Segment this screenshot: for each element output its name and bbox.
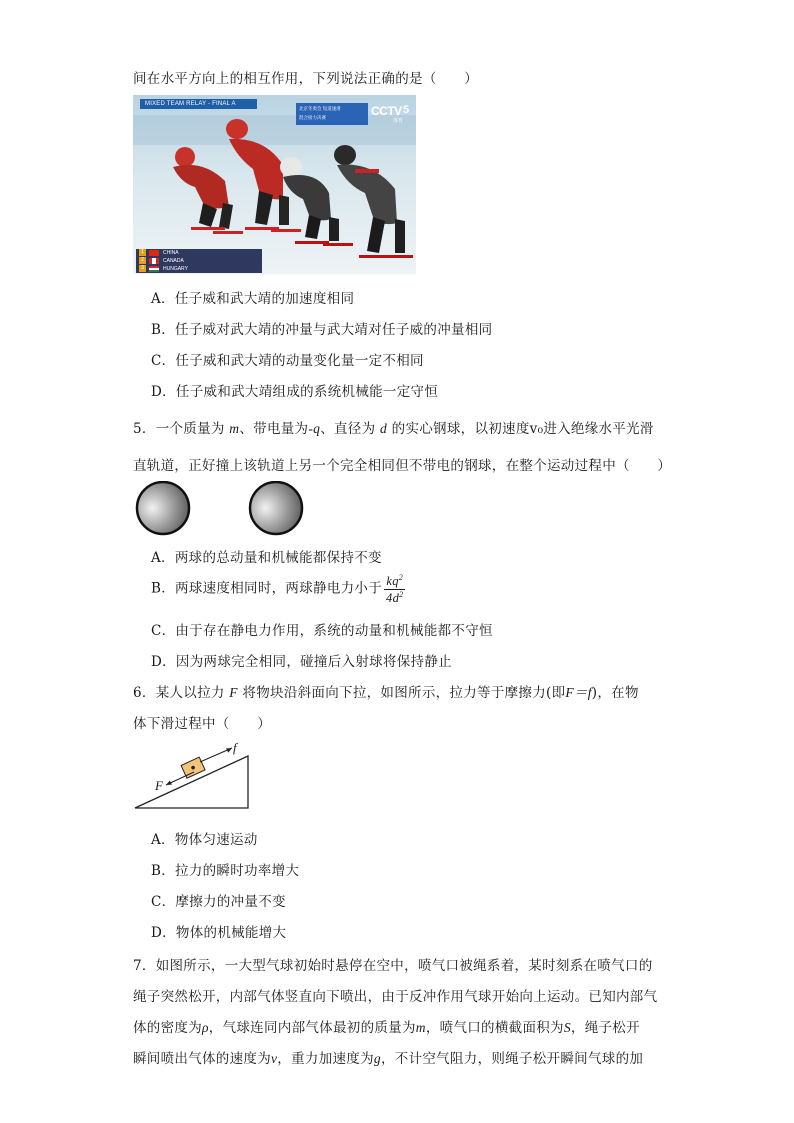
q4-stem-tail: 间在水平方向上的相互作用，下列说法正确的是（ ） <box>133 71 478 87</box>
q6-option-d: D．物体的机械能增大 <box>151 925 287 941</box>
q7-stem-line2: 绳子突然松开，内部气体竖直向下喷出，由于反冲作用气球开始向上运动。已知内部气 <box>133 989 658 1005</box>
label-F: F <box>155 778 163 793</box>
q5-option-d: D．因为两球完全相同，碰撞后入射球将保持静止 <box>151 654 452 670</box>
q5-option-a: A．两球的总动量和机械能都保持不变 <box>151 550 382 566</box>
q5-text: 5．一个质量为 <box>133 421 230 437</box>
race-banner: MIXED TEAM RELAY - FINAL A <box>140 99 257 109</box>
q4-option-c: C．任子威和武大靖的动量变化量一定不相同 <box>151 353 424 369</box>
coulomb-fraction <box>384 574 405 604</box>
q5-text: 、带电量为 <box>239 421 309 437</box>
var-q: -q <box>308 421 321 436</box>
q4-option-d: D．任子威和武大靖组成的系统机械能一定守恒 <box>151 384 439 400</box>
q6-text: )，在物 <box>591 685 639 701</box>
cctv-logo <box>371 103 411 125</box>
q5-option-b-text: B．两球速度相同时，两球静电力小于 <box>151 580 383 597</box>
var-d: d <box>380 421 388 436</box>
country-name: HUNGARY <box>163 266 188 272</box>
q5-stem-line1 <box>133 417 654 437</box>
q7-text: ，不计空气阻力，则绳子松开瞬间气球的加 <box>380 1051 644 1067</box>
q5-stem-line2: 直轨道，正好撞上该轨道上另一个完全相同但不带电的钢球，在整个运动过程中（ ） <box>133 458 672 474</box>
label-f: f <box>233 740 237 755</box>
q5-option-b <box>151 574 405 604</box>
ball-right <box>250 482 302 534</box>
rank-badge: 3 <box>139 265 146 272</box>
canada-flag-icon <box>149 258 159 264</box>
var-g: g <box>373 1051 381 1066</box>
country-name: CHINA <box>163 250 179 256</box>
q6-text: 将物块沿斜面向下拉，如图所示，拉力等于摩擦力(即 <box>237 685 566 701</box>
q7-text: 体的密度为 <box>133 1020 202 1036</box>
q6-text: 6．某人以拉力 <box>133 685 230 701</box>
two-balls-figure <box>134 481 306 537</box>
rank-badge: 2 <box>139 257 146 264</box>
frac-num-exp: 2 <box>398 573 404 582</box>
q7-text: ，气球连同内部气体最初的质量为 <box>208 1020 416 1036</box>
country-name: CANADA <box>163 258 184 264</box>
logo-channel: 5 <box>403 104 410 116</box>
ball-left <box>137 482 189 534</box>
logo-text: CCTV <box>371 104 402 118</box>
var-rho: ρ <box>202 1020 209 1035</box>
q7-text: 瞬间喷出气体的速度为 <box>133 1051 271 1067</box>
equation-F-eq-f: F＝f <box>565 685 592 700</box>
q5-option-c: C．由于存在静电力作用，系统的动量和机械能都不守恒 <box>151 623 493 639</box>
q4-option-b: B．任子威对武大靖的冲量与武大靖对任子威的冲量相同 <box>151 322 493 338</box>
q5-text: 、直径为 <box>320 421 380 437</box>
broadcast-overlay <box>296 103 368 125</box>
q5-text: 的实心钢球，以初速度v₀进入绝缘水平光滑 <box>387 421 654 437</box>
q7-text: ，绳子松开 <box>570 1020 640 1036</box>
q6-option-a: A．物体匀速运动 <box>151 832 258 848</box>
logo-sub: 体育 <box>393 118 404 124</box>
q7-stem-line3 <box>133 1016 640 1036</box>
frac-denominator: 4d <box>386 590 400 605</box>
q7-stem-line4 <box>133 1047 643 1067</box>
hungary-flag-icon <box>149 266 159 272</box>
var-m: m <box>229 421 240 436</box>
q7-text: ，喷气口的横截面积为 <box>425 1020 564 1036</box>
q7-text: ，重力加速度为 <box>277 1051 374 1067</box>
q6-option-c: C．摩擦力的冲量不变 <box>151 894 286 910</box>
speed-skating-photo <box>133 95 416 274</box>
frac-den-exp: 2 <box>399 589 404 599</box>
frac-numerator: kq <box>386 574 399 589</box>
q7-stem-line1: 7．如图所示，一大型气球初始时悬停在空中，喷气口被绳系着，某时刻系在喷气口的 <box>133 958 653 974</box>
incline-figure <box>130 738 254 812</box>
q6-stem-line2: 体下滑过程中（ ） <box>133 716 271 732</box>
q6-option-b: B．拉力的瞬时功率增大 <box>151 863 300 879</box>
q4-option-a: A．任子威和武大靖的加速度相同 <box>151 291 355 307</box>
standings-box <box>136 249 262 273</box>
var-v: v <box>271 1051 278 1066</box>
var-F: F <box>229 685 238 700</box>
var-m: m <box>415 1020 426 1035</box>
overlay-line2: 混合接力决赛 <box>299 115 326 120</box>
rank-badge: 1 <box>139 249 146 256</box>
q6-stem-line1 <box>133 681 639 701</box>
china-flag-icon <box>149 250 159 256</box>
overlay-line1: 北京冬奥会 短道速滑 <box>299 106 341 111</box>
var-S: S <box>563 1020 571 1035</box>
